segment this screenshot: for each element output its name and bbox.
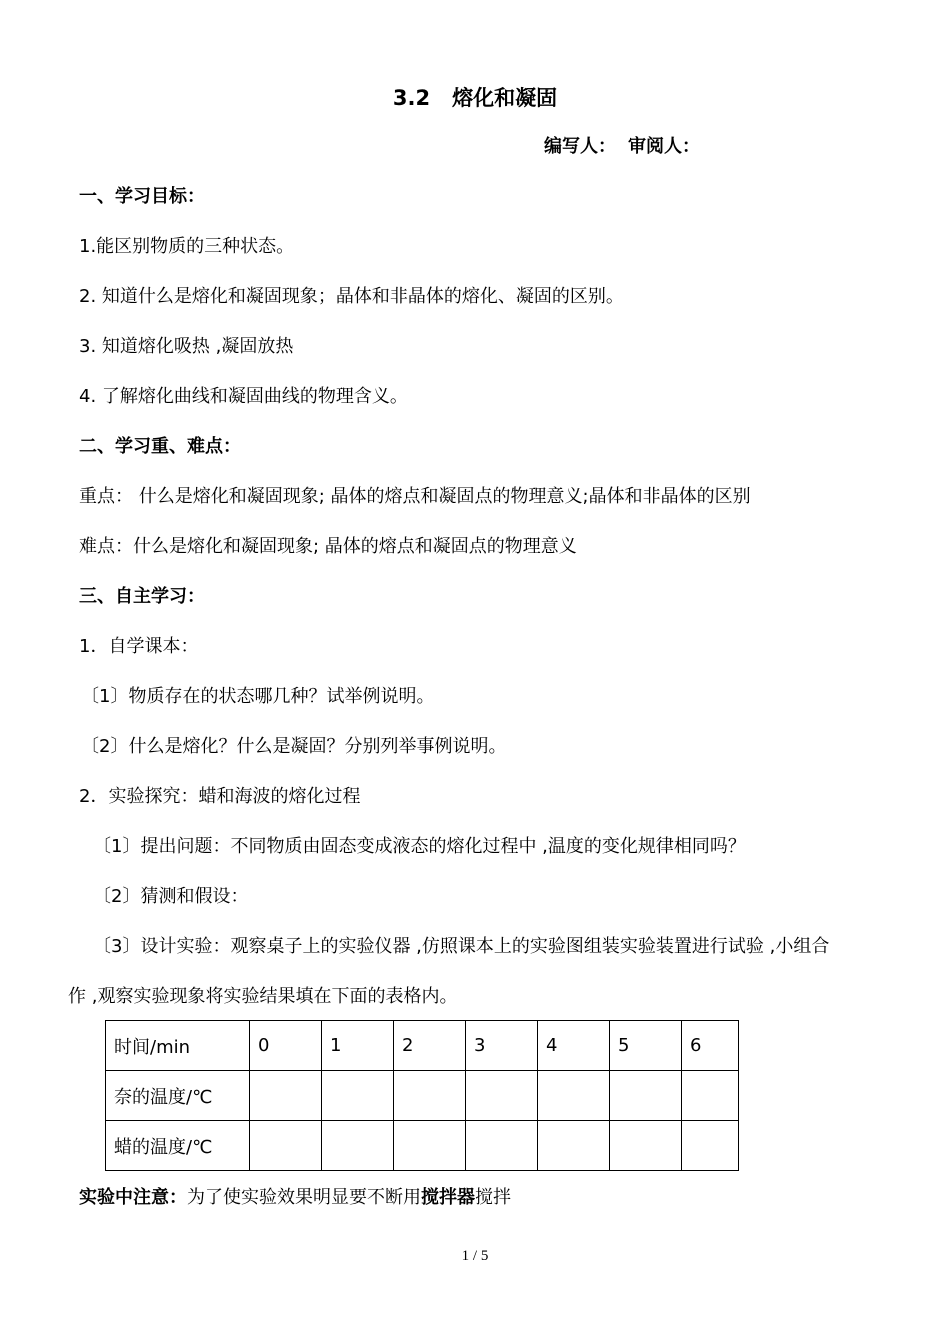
note-text-before: 为了使实验效果明显要不断用: [187, 1187, 421, 1208]
section3-heading: 三、自主学习：: [79, 586, 205, 607]
note-text-after: 搅拌: [475, 1187, 511, 1208]
table-row: [106, 1121, 739, 1171]
table-header-cell: 4: [538, 1021, 610, 1071]
table-cell: [394, 1121, 466, 1171]
title-text: 熔化和凝固: [452, 86, 558, 110]
page-title: [0, 85, 950, 111]
table-cell: [538, 1121, 610, 1171]
table-cell: [682, 1071, 739, 1121]
table-header-cell: 时间/min: [106, 1021, 250, 1071]
table-header-cell: 5: [610, 1021, 682, 1071]
table-cell: [538, 1071, 610, 1121]
table-cell: [682, 1121, 739, 1171]
title-number: 3.2: [392, 86, 431, 110]
objective-item-2: 2. 知道什么是熔化和凝固现象；晶体和非晶体的熔化、凝固的区别。: [79, 286, 624, 307]
table-cell: [466, 1121, 538, 1171]
experiment-item-2: 2．实验探究：蜡和海波的熔化过程: [79, 786, 361, 807]
self-study-item-1: 1．自学课本：: [79, 636, 199, 657]
self-study-question-1: 〔1〕物质存在的状态哪几种？试举例说明。: [81, 686, 435, 707]
table-cell: [250, 1121, 322, 1171]
experiment-step-3-line1: 〔3〕设计实验：观察桌子上的实验仪器 ,仿照课本上的实验图组装实验装置进行试验 ,小组合: [93, 936, 830, 957]
table-cell: [466, 1071, 538, 1121]
table-header-row: [106, 1021, 739, 1071]
key-points: 重点： 什么是熔化和凝固现象; 晶体的熔点和凝固点的物理意义;晶体和非晶体的区别: [79, 486, 751, 507]
experiment-note: [79, 1186, 511, 1210]
section1-heading: 一、学习目标：: [79, 186, 205, 207]
table-cell: [322, 1071, 394, 1121]
table-header-cell: 0: [250, 1021, 322, 1071]
temperature-table: [105, 1020, 739, 1171]
table-cell: [322, 1121, 394, 1171]
experiment-step-1: 〔1〕提出问题：不同物质由固态变成液态的熔化过程中 ,温度的变化规律相同吗？: [93, 836, 746, 857]
difficult-points: 难点：什么是熔化和凝固现象; 晶体的熔点和凝固点的物理意义: [79, 536, 577, 557]
note-label: 实验中注意：: [79, 1187, 187, 1208]
note-emphasis: 搅拌器: [421, 1187, 475, 1208]
page-number: 1 / 5: [461, 1248, 489, 1264]
self-study-question-2: 〔2〕什么是熔化？什么是凝固？分别列举事例说明。: [81, 736, 507, 757]
table-cell: [394, 1071, 466, 1121]
reviewer-label: 审阅人：: [628, 136, 700, 157]
objective-item-1: 1.能区别物质的三种状态。: [79, 236, 295, 257]
table-cell: [250, 1071, 322, 1121]
table-row-label: 奈的温度/℃: [106, 1071, 250, 1121]
table-row: [106, 1071, 739, 1121]
table-header-cell: 6: [682, 1021, 739, 1071]
table-cell: [610, 1121, 682, 1171]
objective-item-3: 3. 知道熔化吸热 ,凝固放热: [79, 336, 294, 357]
experiment-step-2: 〔2〕猜测和假设：: [93, 886, 249, 907]
table-header-cell: 3: [466, 1021, 538, 1071]
objective-item-4: 4. 了解熔化曲线和凝固曲线的物理含义。: [79, 386, 408, 407]
table-header-cell: 1: [322, 1021, 394, 1071]
authors-line: [544, 135, 700, 159]
section2-heading: 二、学习重、难点：: [79, 436, 241, 457]
table-header-cell: 2: [394, 1021, 466, 1071]
table-row-label: 蜡的温度/℃: [106, 1121, 250, 1171]
experiment-step-3-line2: 作 ,观察实验现象将实验结果填在下面的表格内。: [68, 986, 458, 1007]
writer-label: 编写人：: [544, 136, 616, 157]
table-cell: [610, 1071, 682, 1121]
